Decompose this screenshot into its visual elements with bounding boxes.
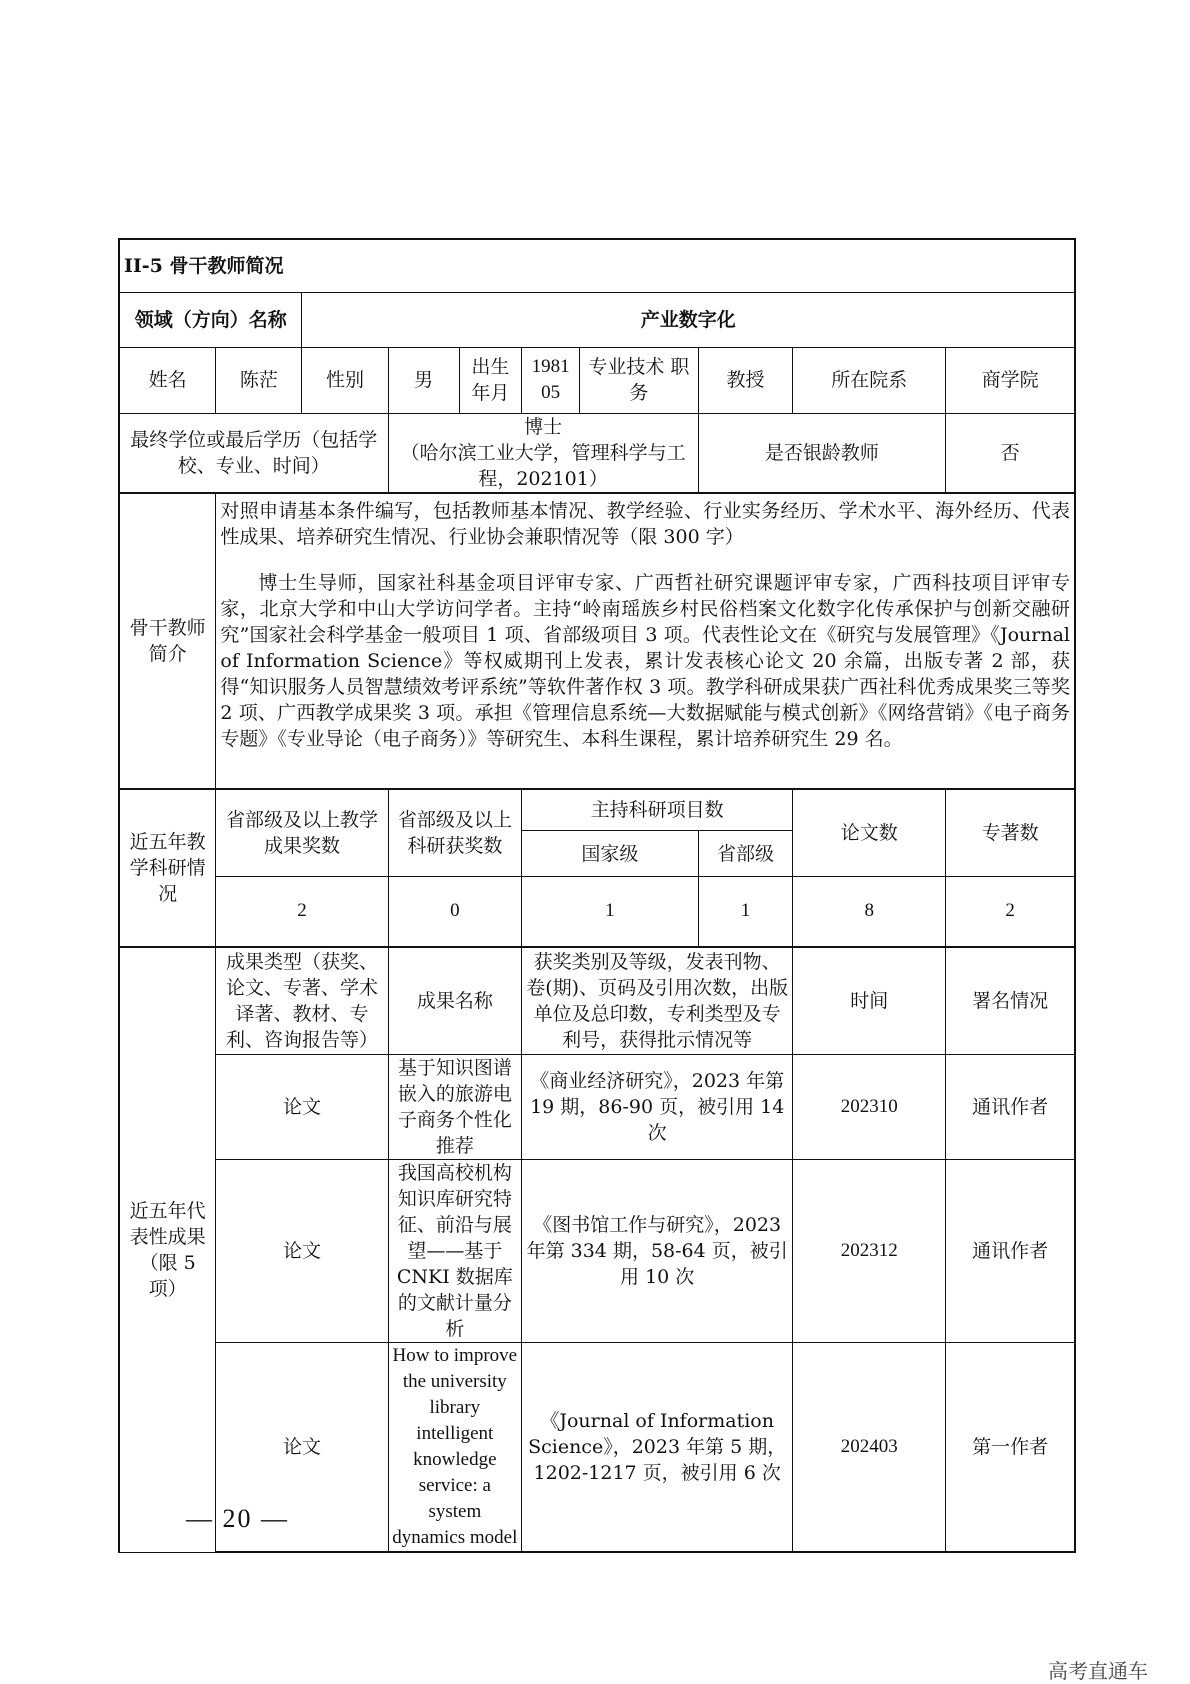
projects-label: 主持科研项目数 xyxy=(522,789,793,831)
provincial-count: 1 xyxy=(698,877,793,947)
books-label: 专著数 xyxy=(946,789,1075,877)
achievement-name-header: 成果名称 xyxy=(388,947,521,1055)
achievement-type: 论文 xyxy=(216,1055,388,1160)
birth-value: 1981 05 xyxy=(522,347,580,413)
name-label: 姓名 xyxy=(119,347,216,413)
achievement-authorship: 通讯作者 xyxy=(946,1055,1075,1160)
bio-text: 博士生导师，国家社科基金项目评审专家、广西哲社研究课题评审专家，广西科技项目评审专家，北京大学和中山大学访问学者。主持“岭南瑶族乡村民俗档案文化数字化传承保护与创新交融研究”国家社会科学基金一般项目 1 项、省部级项目 3 项。代表性论文在《研究与发展管理》《Journal of Information Science》等权威期刊上发表，累计发表核心论文 20 余篇，出版专著 2 部，获得“知识服务人员智慧绩效考评系统”等软件著作权 3 项。教学科研成果获广西社科优秀成果奖三等奖 2 项、广西教学成果奖 3 项。承担《管理信息系统—大数据赋能与模式创新》《网络营销》《电子商务专题》《专业导论（电子商务）》等研究生、本科生课程，累计培养研究生 29 名。 xyxy=(220,571,1070,750)
degree-value-line1: 博士 xyxy=(524,415,563,438)
research-awards-count: 0 xyxy=(388,877,521,947)
silver-value: 否 xyxy=(946,413,1075,493)
achievement-name: 我国高校机构知识库研究特征、前沿与展望——基于 CNKI 数据库的文献计量分析 xyxy=(388,1160,521,1343)
achievement-detail: 《Journal of Information Science》，2023 年第 5 期，1202-1217 页，被引用 6 次 xyxy=(522,1343,793,1553)
field-label: 领域（方向）名称 xyxy=(119,292,302,347)
provincial-label: 省部级 xyxy=(698,831,793,877)
gender-label: 性别 xyxy=(302,347,388,413)
bio-instruction: 对照申请基本条件编写，包括教师基本情况、教学经验、行业实务经历、学术水平、海外经历、代表性成果、培养研究生情况、行业协会兼职情况等（限 300 字） xyxy=(220,499,1070,548)
page-number: — 20 — xyxy=(186,1504,289,1533)
research-label: 近五年教学科研情况 xyxy=(119,789,216,947)
silver-label: 是否银龄教师 xyxy=(698,413,946,493)
achievement-authorship: 第一作者 xyxy=(946,1343,1075,1553)
teaching-awards-label: 省部级及以上教学成果奖数 xyxy=(216,789,388,877)
degree-value-line2: （哈尔滨工业大学，管理科学与工程，202101） xyxy=(400,441,686,490)
title-value: 教授 xyxy=(698,347,793,413)
achievement-authorship-header: 署名情况 xyxy=(946,947,1075,1055)
achievement-type: 论文 xyxy=(216,1343,388,1553)
title-label: 专业技术 职 务 xyxy=(580,347,698,413)
watermark: 高考直通车 xyxy=(1048,1659,1148,1683)
degree-label: 最终学位或最后学历（包括学校、专业、时间） xyxy=(119,413,388,493)
achievement-type: 论文 xyxy=(216,1160,388,1343)
books-count: 2 xyxy=(946,877,1075,947)
research-awards-label: 省部级及以上科研获奖数 xyxy=(388,789,521,877)
dept-label: 所在院系 xyxy=(793,347,946,413)
achievement-time: 202312 xyxy=(793,1160,946,1343)
papers-count: 8 xyxy=(793,877,946,947)
dept-value: 商学院 xyxy=(946,347,1075,413)
achievement-name: How to improve the university library intelligent knowledge service: a system dynamics model xyxy=(388,1343,521,1553)
achievement-detail: 《商业经济研究》，2023 年第 19 期，86-90 页，被引用 14 次 xyxy=(522,1055,793,1160)
papers-label: 论文数 xyxy=(793,789,946,877)
bio-label: 骨干教师简介 xyxy=(119,493,216,789)
achievement-time: 202310 xyxy=(793,1055,946,1160)
teaching-awards-count: 2 xyxy=(216,877,388,947)
birth-label: 出生年月 xyxy=(459,347,521,413)
achievement-type-header: 成果类型（获奖、论文、专著、学术译著、教材、专利、咨询报告等） xyxy=(216,947,388,1055)
degree-value xyxy=(388,413,698,493)
name-value: 陈茫 xyxy=(216,347,302,413)
field-value: 产业数字化 xyxy=(302,292,1075,347)
achievement-time-header: 时间 xyxy=(793,947,946,1055)
achievement-authorship: 通讯作者 xyxy=(946,1160,1075,1343)
teacher-profile-table xyxy=(118,238,1076,1553)
national-count: 1 xyxy=(522,877,699,947)
achievements-label: 近五年代表性成果（限 5 项） xyxy=(119,947,216,1553)
achievement-detail-header: 获奖类别及等级，发表刊物、卷(期)、页码及引用次数，出版单位及总印数，专利类型及专利号，获得批示情况等 xyxy=(522,947,793,1055)
section-title: II-5 骨干教师简况 xyxy=(119,239,1075,292)
bio-content xyxy=(216,493,1075,789)
gender-value: 男 xyxy=(388,347,459,413)
achievement-detail: 《图书馆工作与研究》，2023 年第 334 期，58-64 页，被引用 10 次 xyxy=(522,1160,793,1343)
achievement-name: 基于知识图谱嵌入的旅游电子商务个性化推荐 xyxy=(388,1055,521,1160)
national-label: 国家级 xyxy=(522,831,699,877)
achievement-time: 202403 xyxy=(793,1343,946,1553)
